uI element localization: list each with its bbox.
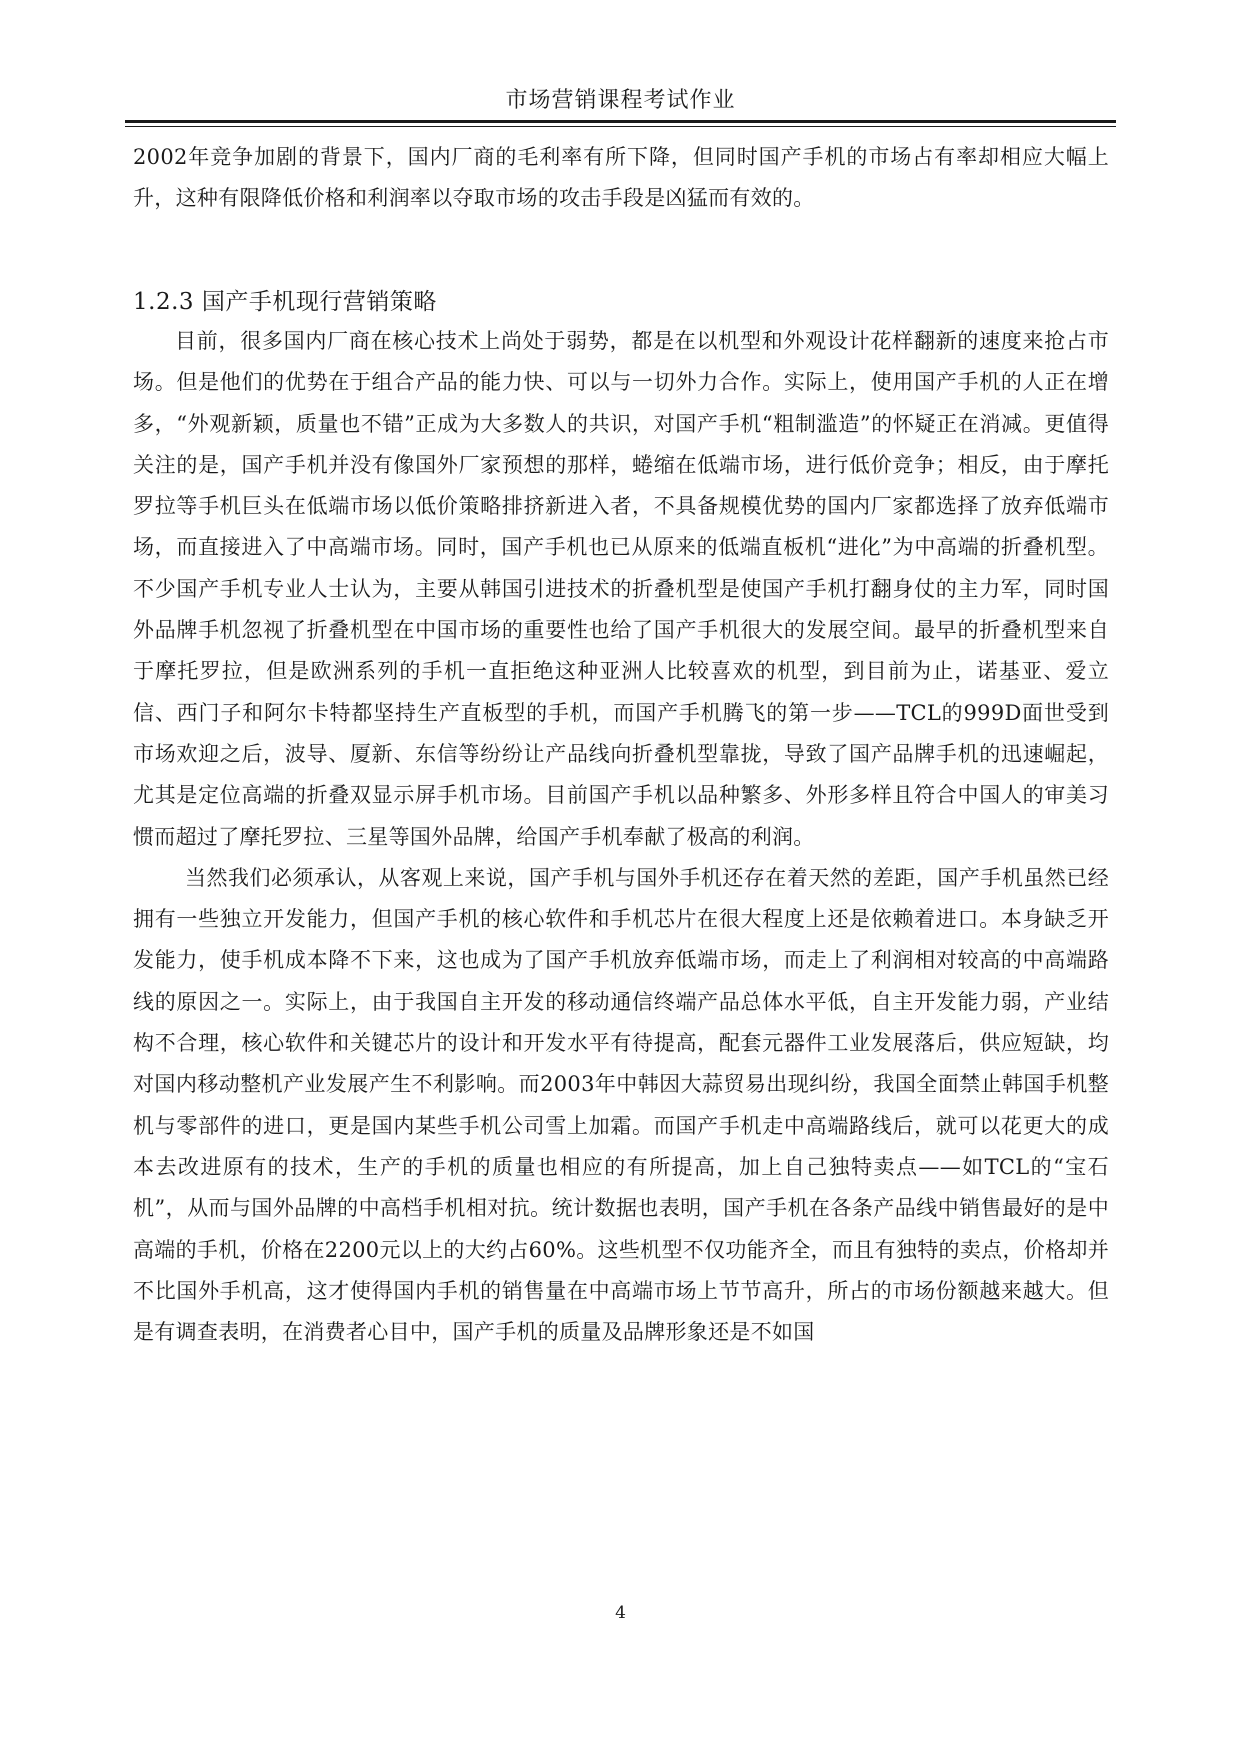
section-heading: 1.2.3 国产手机现行营销策略 — [133, 289, 437, 315]
page-number: 4 — [615, 1603, 626, 1623]
continuation-paragraph: 2002年竞争加剧的背景下，国内厂商的毛利率有所下降，但同时国产手机的市场占有率却相应大幅上升，这种有限降低价格和利润率以夺取市场的攻击手段是凶猛而有效的。 — [133, 145, 1109, 211]
paragraph-2: 当然我们必须承认，从客观上来说，国产手机与国外手机还存在着天然的差距，国产手机虽然已经拥有一些独立开发能力，但国产手机的核心软件和手机芯片在很大程度上还是依赖着进口。本身缺乏开发能力，使手机成本降不下来，这也成为了国产手机放弃低端市场，而走上了利润相对较高的中高端路线的原因之一。实际上，由于我国自主开发的移动通信终端产品总体水平低，自主开发能力弱，产业结构不合理，核心软件和关键芯片的设计和开发水平有待提高，配套元器件工业发展落后，供应短缺，均对国内移动整机产业发展产生不利影响。而2003年中韩因大蒜贸易出现纠纷，我国全面禁止韩国手机整机与零部件的进口，更是国内某些手机公司雪上加霜。而国产手机走中高端路线后，就可以花更大的成本去改进原有的技术，生产的手机的质量也相应的有所提高，加上自己独特卖点——如TCL的“宝石机”，从而与国外品牌的中高档手机相对抗。统计数据也表明，国产手机在各条产品线中销售最好的是中高端的手机，价格在2200元以上的大约占60%。这些机型不仅功能齐全，而且有独特的卖点，价格却并不比国外手机高，这才使得国内手机的销售量在中高端市场上节节高升，所占的市场份额越来越大。但是有调查表明，在消费者心目中，国产手机的质量及品牌形象还是不如国 — [133, 865, 1109, 1345]
section-body — [133, 321, 1109, 1353]
paragraph-1: 目前，很多国内厂商在核心技术上尚处于弱势，都是在以机型和外观设计花样翻新的速度来抢占市场。但是他们的优势在于组合产品的能力快、可以与一切外力合作。实际上，使用国产手机的人正在增多，“外观新颖，质量也不错”正成为大多数人的共识，对国产手机“粗制滥造”的怀疑正在消减。更值得关注的是，国产手机并没有像国外厂家预想的那样，蜷缩在低端市场，进行低价竞争；相反，由于摩托罗拉等手机巨头在低端市场以低价策略排挤新进入者，不具备规模优势的国内厂家都选择了放弃低端市场，而直接进入了中高端市场。同时，国产手机也已从原来的低端直板机“进化”为中高端的折叠机型。不少国产手机专业人士认为，主要从韩国引进技术的折叠机型是使国产手机打翻身仗的主力军，同时国外品牌手机忽视了折叠机型在中国市场的重要性也给了国产手机很大的发展空间。最早的折叠机型来自于摩托罗拉，但是欧洲系列的手机一直拒绝这种亚洲人比较喜欢的机型，到目前为止，诺基亚、爱立信、西门子和阿尔卡特都坚持生产直板型的手机，而国产手机腾飞的第一步——TCL的999D面世受到市场欢迎之后，波导、厦新、东信等纷纷让产品线向折叠机型靠拢，导致了国产品牌手机的迅速崛起，尤其是定位高端的折叠双显示屏手机市场。目前国产手机以品种繁多、外形多样且符合中国人的审美习惯而超过了摩托罗拉、三星等国外品牌，给国产手机奉献了极高的利润。 — [133, 329, 1109, 849]
continuation-block — [133, 137, 1109, 220]
header-rule-thick — [125, 120, 1116, 123]
running-header: 市场营销课程考试作业 — [505, 88, 736, 113]
header-rule-thin — [125, 126, 1116, 127]
